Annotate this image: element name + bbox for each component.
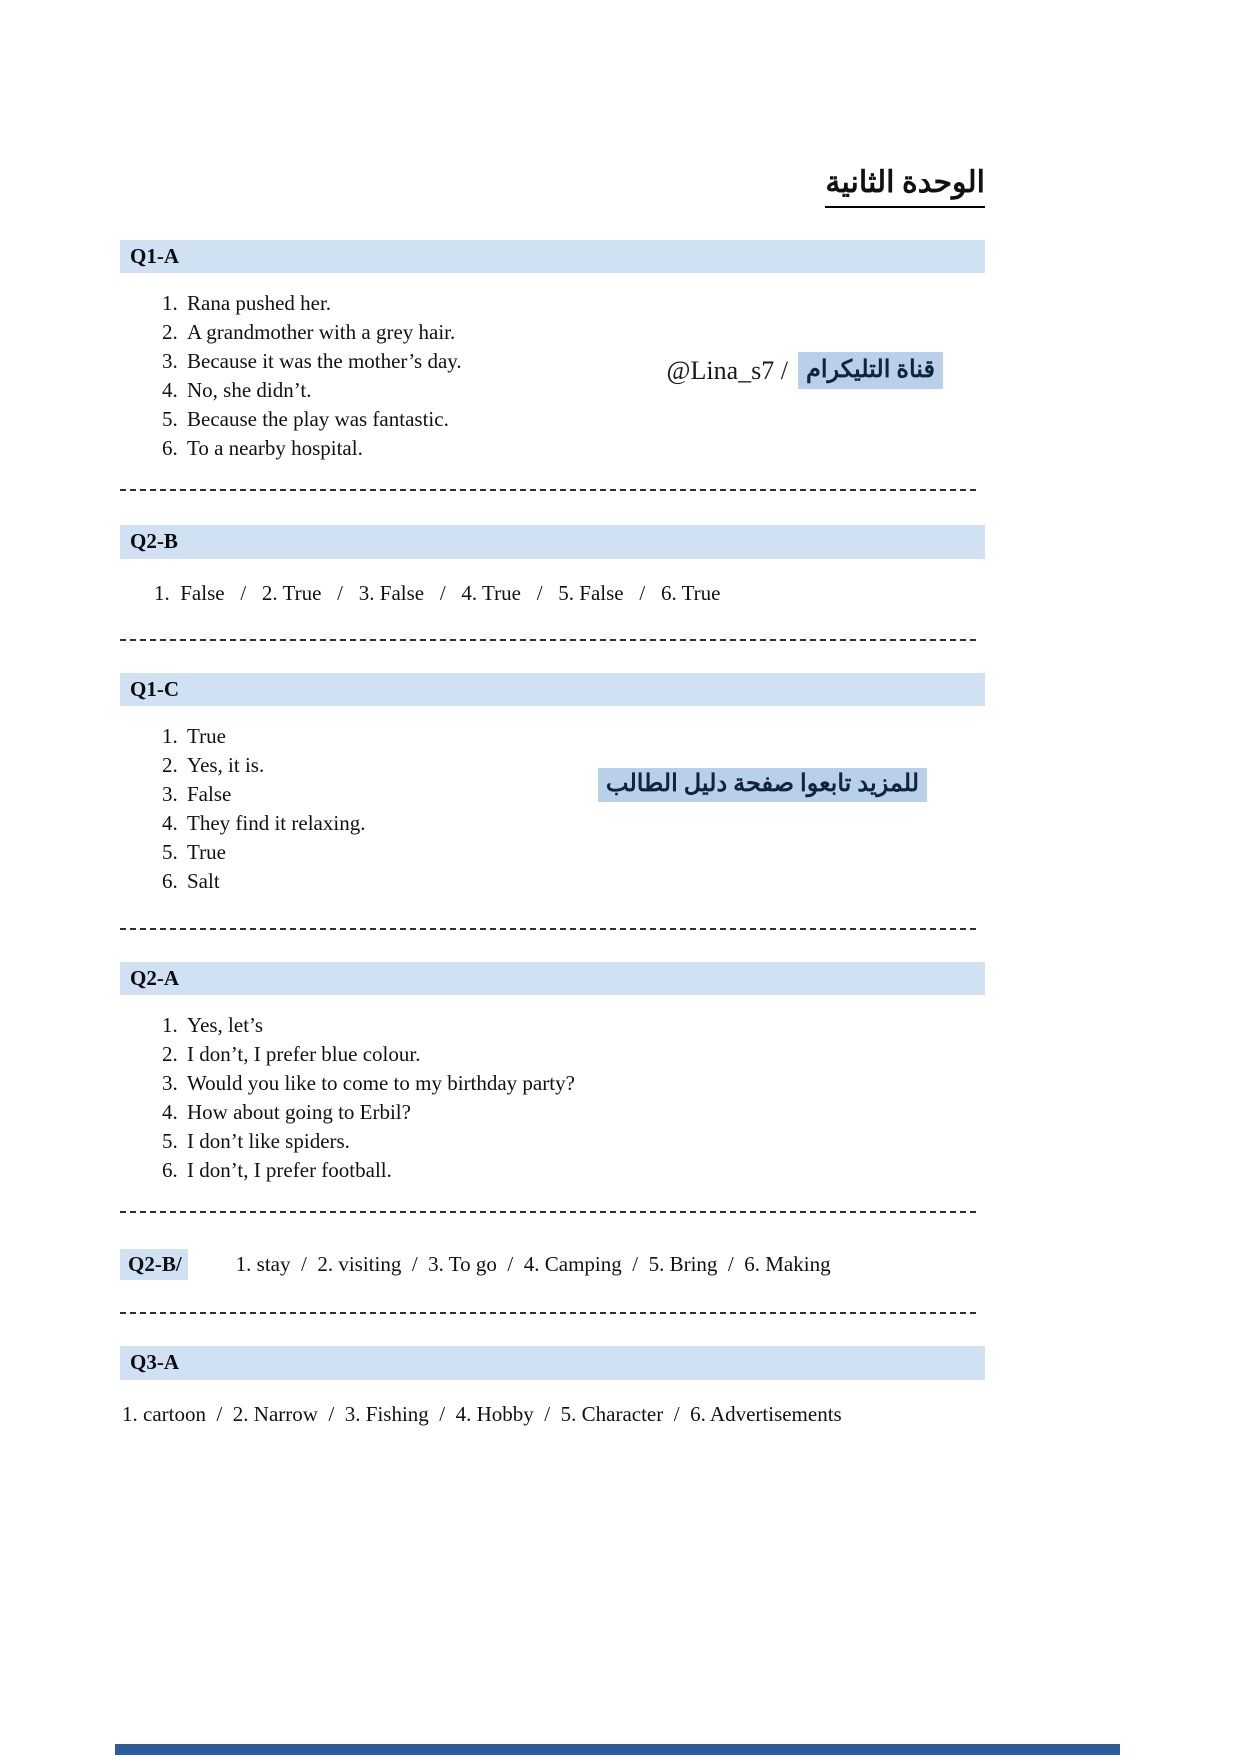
answer-item: 3. Would you like to come to my birthday party?: [183, 1069, 985, 1098]
section-header-q1c: [120, 673, 985, 706]
document-content: [120, 0, 985, 1428]
separator: [120, 489, 976, 491]
telegram-handle: @Lina_s7 /: [666, 355, 788, 385]
answer-item: 1. True: [183, 722, 985, 751]
section-label: Q1-A: [130, 244, 179, 268]
title-row: [120, 165, 985, 208]
answer-item: 6. Salt: [183, 867, 985, 896]
answer-item: 3. False: [183, 780, 985, 809]
telegram-watermark: [667, 352, 943, 389]
student-guide-watermark: [598, 769, 927, 798]
answer-item: 1. Rana pushed her.: [183, 289, 985, 318]
section-q2a: [120, 962, 985, 1185]
section-header-q3a: [120, 1346, 985, 1379]
answer-item: 4. No, she didn’t.: [183, 376, 985, 405]
answers-q3a: 1. cartoon / 2. Narrow / 3. Fishing / 4. Hobby / 5. Character / 6. Advertisements: [122, 1401, 842, 1426]
section-label: Q2-B: [130, 529, 178, 554]
separator: [120, 1312, 976, 1314]
answer-item: 5. True: [183, 838, 985, 867]
section-q3a: [120, 1346, 985, 1427]
answer-item: 5. I don’t like spiders.: [183, 1127, 985, 1156]
document-title: الوحدة الثانية: [825, 165, 985, 208]
answer-item: 2. Yes, it is.: [183, 751, 985, 780]
footer-bar: [115, 1744, 1120, 1755]
section-q1a: [120, 240, 985, 463]
answer-item: 2. I don’t, I prefer blue colour.: [183, 1040, 985, 1069]
separator: [120, 928, 976, 930]
section-label: Q2-A: [130, 965, 179, 990]
student-guide-label: للمزيد تابعوا صفحة دليل الطالب: [598, 768, 927, 802]
separator: [120, 639, 976, 641]
answer-list-q1c: [120, 722, 985, 896]
answer-item: 6. I don’t, I prefer football.: [183, 1156, 985, 1185]
answer-item: 6. To a nearby hospital.: [183, 434, 985, 463]
section-header-q2b: [120, 525, 985, 558]
answer-item: 5. Because the play was fantastic.: [183, 405, 985, 434]
answers-q2b-inline: 1. stay / 2. visiting / 3. To go / 4. Camping / 5. Bring / 6. Making: [235, 1252, 831, 1276]
answers-q2b: 1. False / 2. True / 3. False / 4. True / 5. False / 6. True: [154, 580, 721, 605]
section-q2b: [120, 525, 985, 606]
answer-list-q2a: [120, 1011, 985, 1185]
section-q1c: [120, 673, 985, 896]
section-header-q2a: [120, 962, 985, 995]
answer-item: 1. Yes, let’s: [183, 1011, 985, 1040]
answer-item: 2. A grandmother with a grey hair.: [183, 318, 985, 347]
answer-item: 3. Because it was the mother’s day.: [183, 347, 985, 376]
section-header-q1a: [120, 240, 985, 273]
section-q2b-inline: [120, 1249, 985, 1280]
section-label: Q1-C: [130, 676, 179, 701]
inline-section-label: Q2-B/: [120, 1249, 188, 1280]
answer-item: 4. They find it relaxing.: [183, 809, 985, 838]
section-label: Q3-A: [130, 1350, 179, 1375]
separator: [120, 1211, 976, 1213]
telegram-channel-label: قناة التليكرام: [798, 352, 943, 389]
answer-item: 4. How about going to Erbil?: [183, 1098, 985, 1127]
